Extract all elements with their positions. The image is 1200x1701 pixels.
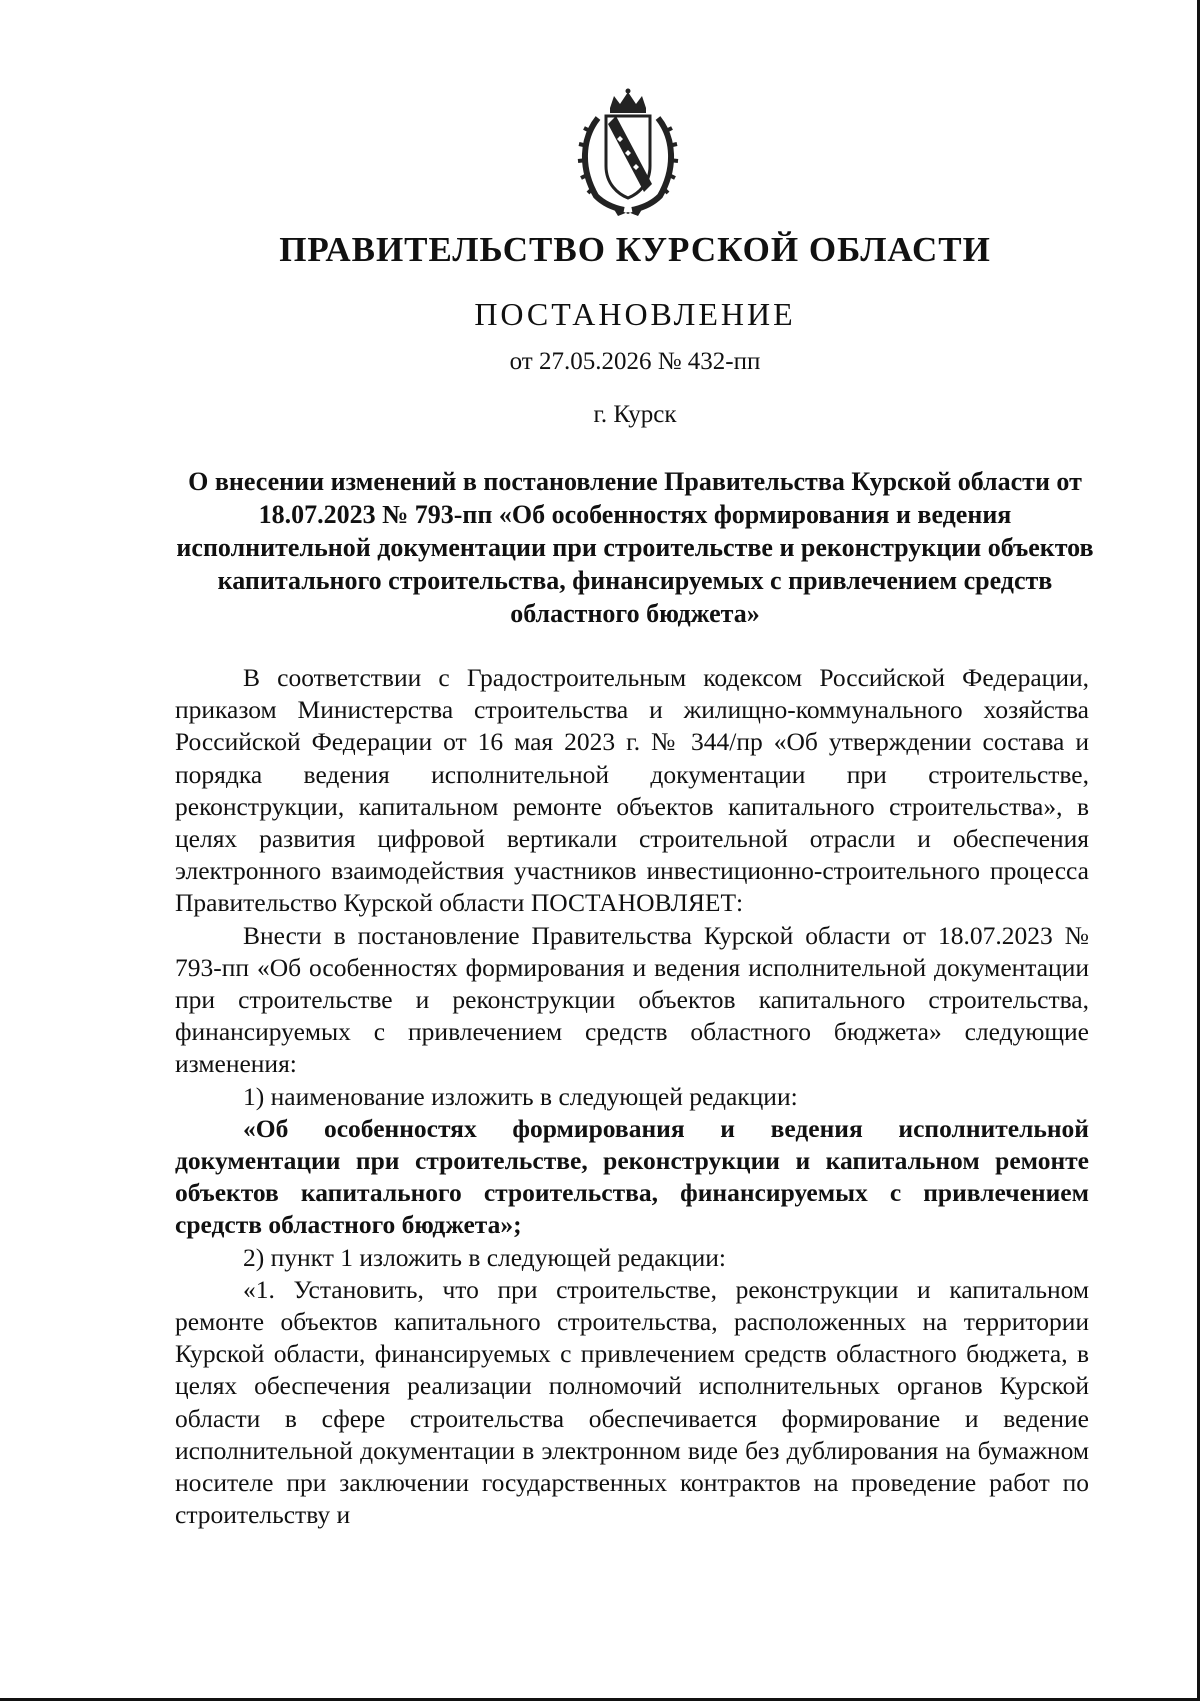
amendment-item-2: 2) пункт 1 изложить в следующей редакции: xyxy=(243,1242,726,1272)
government-name: ПРАВИТЕЛЬСТВО КУРСКОЙ ОБЛАСТИ xyxy=(279,230,991,269)
kursk-coat-of-arms-icon xyxy=(568,88,688,218)
document-title: О внесении изменений в постановление Правительства Курской области от 18.07.2023 № 793-пп «Об особенностях формирования и ведения исполнительной документации при строительстве и реконструкции объектов капитального строительства, финансируемых с привлечением средств областного бюджета» xyxy=(176,467,1094,628)
clause-1-paragraph: «1. Установить, что при строительстве, реконструкции и капитальном ремонте объектов капитального строительства, расположенных на территории Курской области, финансируемых с привлечением средств областного бюджета, в целях обеспечения реализации полномочий исполнительных органов Курской области в сфере строительства обеспечивается формирование и ведение исполнительной документации в электронном виде без дублирования на бумажном носителе при заключении государственных контрактов на проведение работ по строительству и xyxy=(175,1274,1089,1530)
resolution-paragraph: Внести в постановление Правительства Курской области от 18.07.2023 № 793-пп «Об особенностях формирования и ведения исполнительной документации при строительстве и реконструкции объектов капитального строительства, финансируемых с привлечением средств областного бюджета» следующие изменения: xyxy=(175,920,1089,1079)
document-city: г. Курск xyxy=(593,401,677,428)
preamble-paragraph: В соответствии с Градостроительным кодексом Российской Федерации, приказом Министерства строительства и жилищно-коммунального хозяйства Российской Федерации от 16 мая 2023 г. № 344/пр «Об утверждении состава и порядка ведения исполнительной документации при строительстве, реконструкции, капитальном ремонте объектов капитального строительства», в целях развития цифровой вертикали строительной отрасли и обеспечения электронного взаимодействия участников инвестиционно-строительного процесса Правительство Курской области ПОСТАНОВЛЯЕТ: xyxy=(175,663,1089,918)
document-number: от 27.05.2026 № 432-пп xyxy=(509,348,761,375)
amendment-item-1: 1) наименование изложить в следующей редакции: xyxy=(243,1081,798,1111)
document-body xyxy=(175,662,1089,1531)
new-title-paragraph: «Об особенностях формирования и ведения исполнительной документации при строительстве, реконструкции и капитальном ремонте объектов капитального строительства, финансируемых с привлечением средств областного бюджета»; xyxy=(175,1113,1089,1240)
document-type: ПОСТАНОВЛЕНИЕ xyxy=(474,296,796,332)
